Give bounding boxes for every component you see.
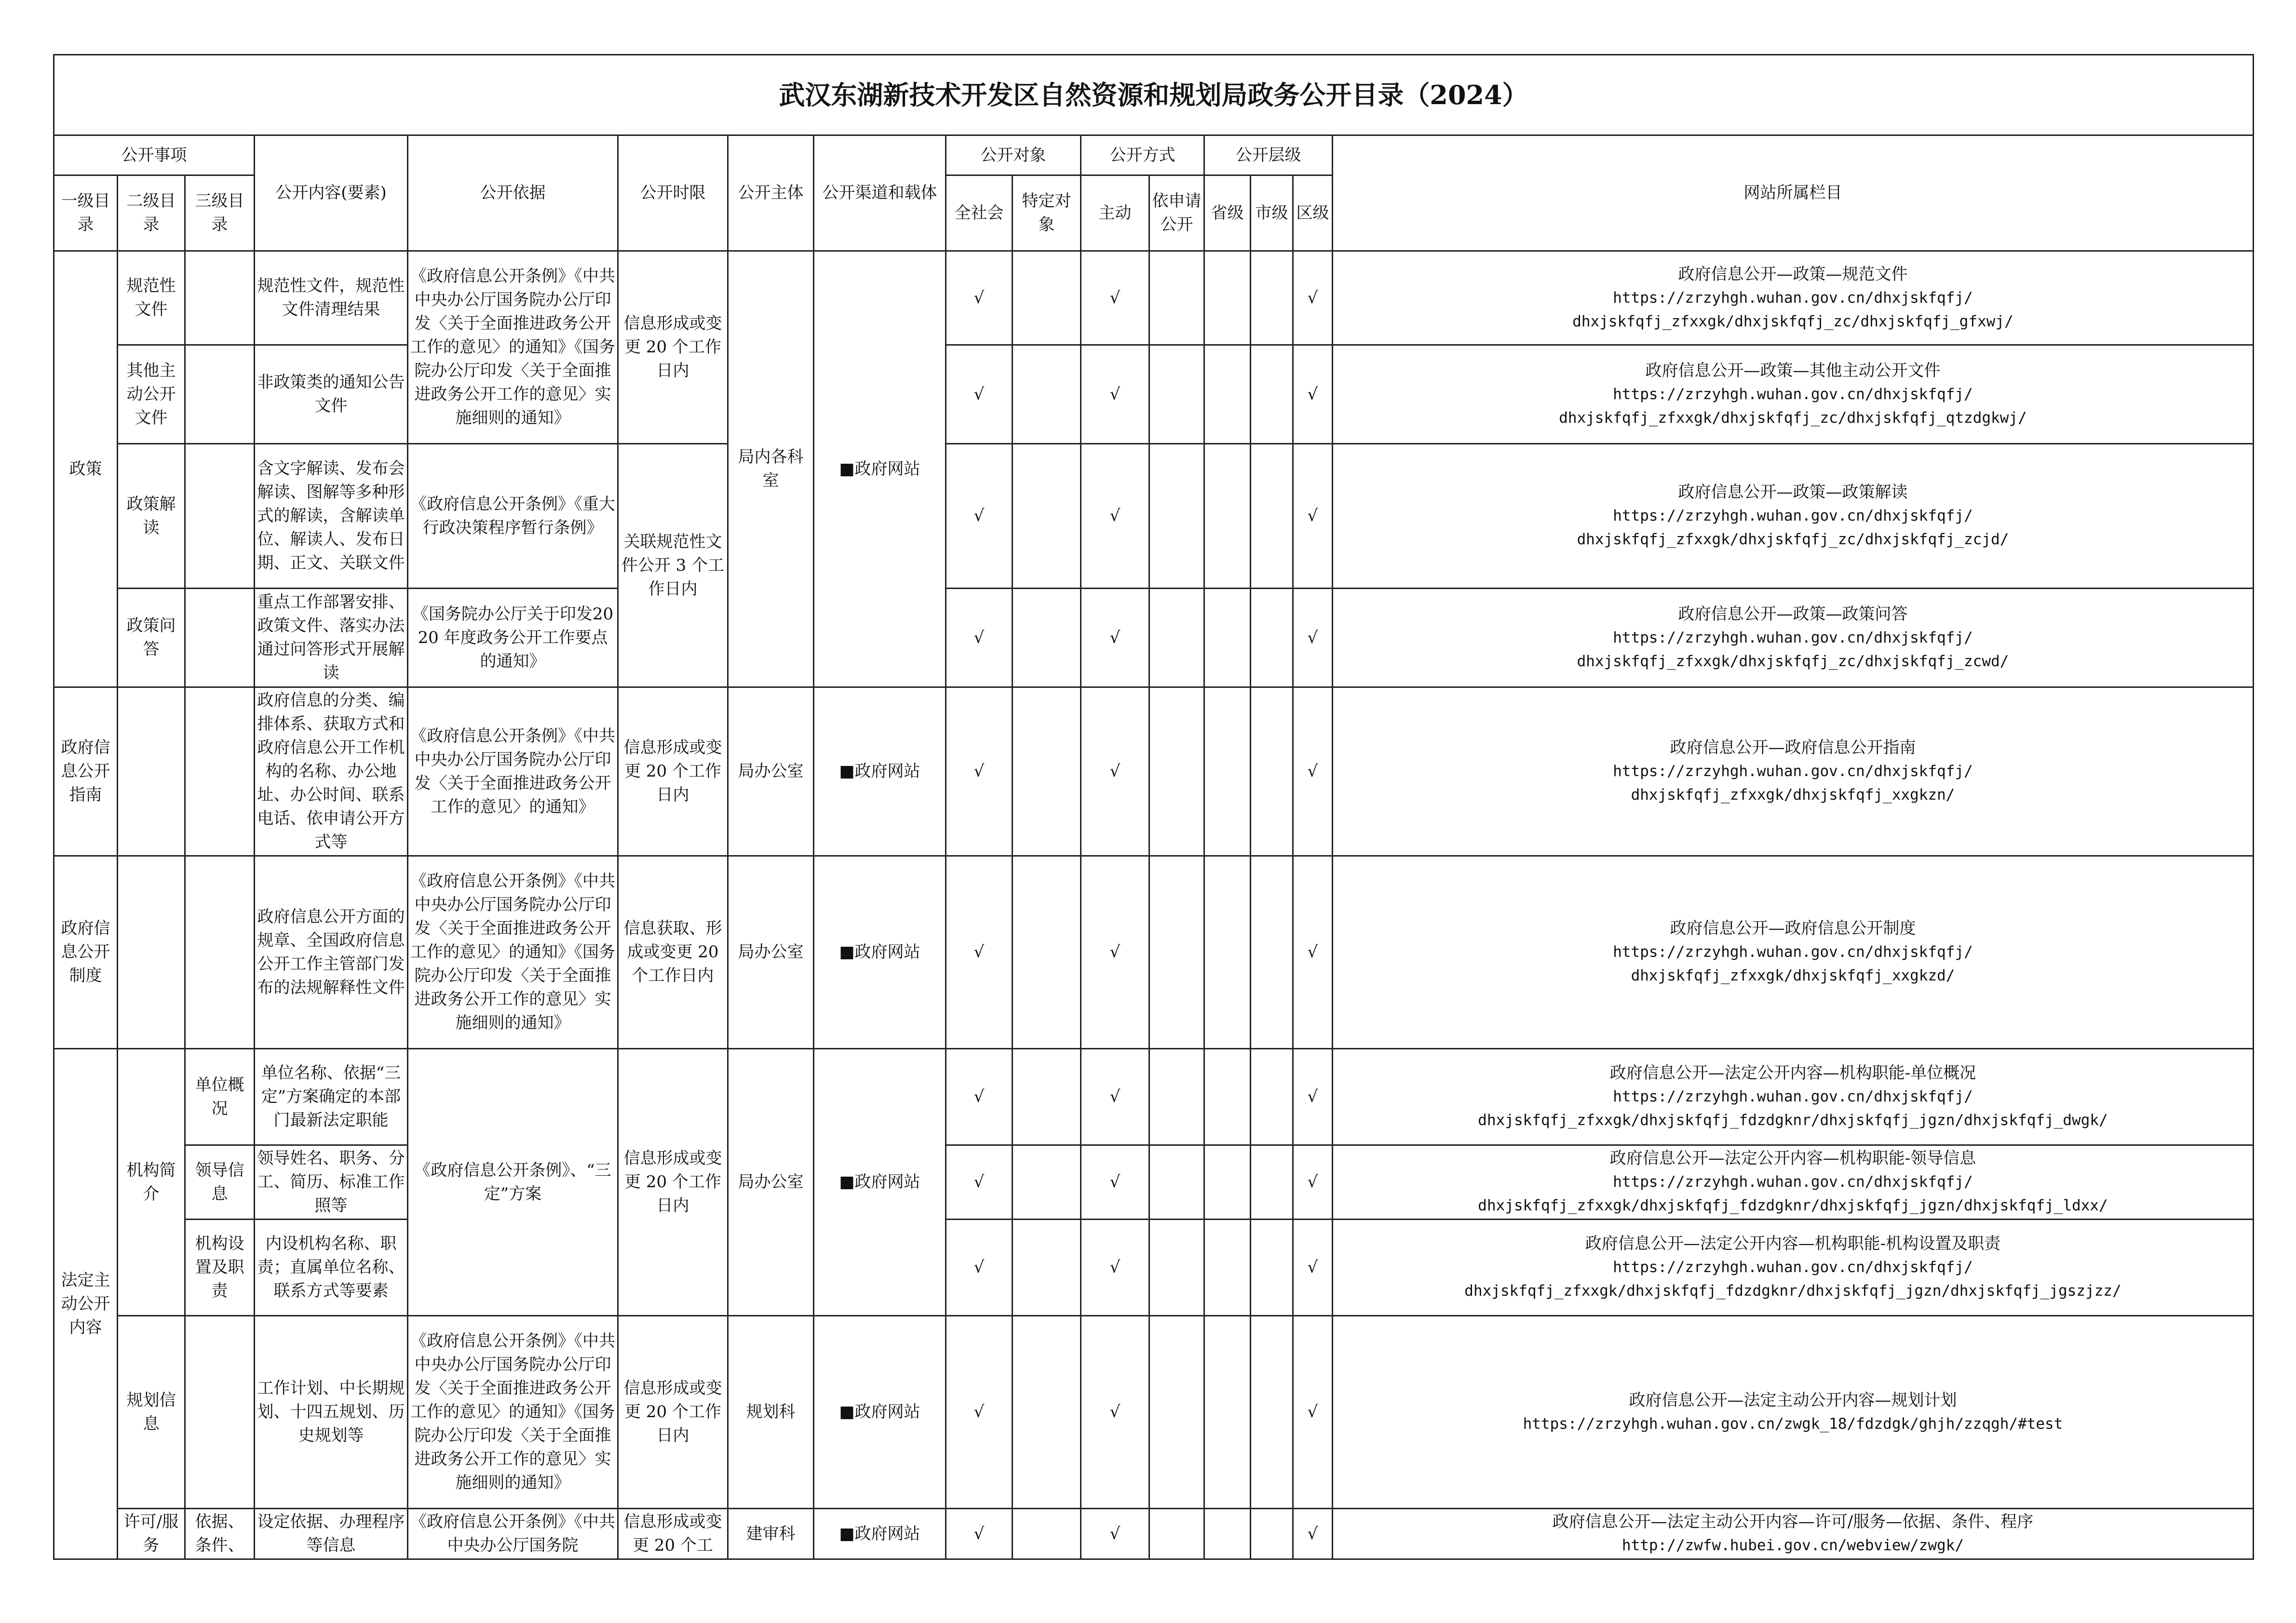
header-district: 区级 [1293,175,1333,251]
column-name: 政府信息公开—政府信息公开指南 [1670,738,1916,757]
cell-time: 信息形成或变更 20 个工作日内 [618,1049,728,1316]
check-apply [1149,1316,1204,1509]
header-items: 公开事项 [54,135,255,175]
column-name: 政府信息公开—政策—其他主动公开文件 [1645,361,1941,380]
check-province [1204,1049,1251,1145]
cell-basis: 《政府信息公开条例》《重大行政决策程序暂行条例》 [408,444,618,589]
check-public: √ [946,589,1013,687]
cell-content: 政府信息的分类、编排体系、获取方式和政府信息公开工作机构的名称、办公地址、办公时间、联系电话、依申请公开方式等 [255,687,408,856]
column-url[interactable]: https://zrzyhgh.wuhan.gov.cn/dhxjskfqfj/ [1613,763,1973,780]
check-district: √ [1293,1316,1333,1509]
check-active: √ [1081,1316,1149,1509]
column-url[interactable]: https://zrzyhgh.wuhan.gov.cn/dhxjskfqfj/ [1613,289,1973,307]
cell-level3 [185,345,255,444]
check-district: √ [1293,251,1333,345]
page-title: 武汉东湖新技术开发区自然资源和规划局政务公开目录（2024） [54,55,2254,135]
header-city: 市级 [1251,175,1293,251]
check-city [1251,251,1293,345]
catalog-document [53,54,2254,1560]
check-apply [1149,856,1204,1049]
cell-basis: 《国务院办公厅关于印发2020 年度政务公开工作要点的通知》 [408,589,618,687]
cell-level2: 规划信息 [118,1316,185,1509]
header-channel: 公开渠道和载体 [814,135,946,251]
cell-basis: 《政府信息公开条例》《中共中央办公厅国务院办公厅印发〈关于全面推进政务公开工作的意见〉的通知》 [408,687,618,856]
table-row [54,444,2254,589]
header-object: 公开对象 [946,135,1081,175]
table-row [54,589,2254,687]
cell-level2: 政策问答 [118,589,185,687]
column-url[interactable]: https://zrzyhgh.wuhan.gov.cn/dhxjskfqfj/ [1613,943,1973,961]
cell-time: 信息形成或变更 20 个工作日内 [618,687,728,856]
header-level2: 二级目录 [118,175,185,251]
cell-level2: 政策解读 [118,444,185,589]
column-url-cont[interactable]: dhxjskfqfj_zfxxgk/dhxjskfqfj_fdzdgknr/dhxjskfqfj_jgzn/dhxjskfqfj_ldxx/ [1478,1197,2108,1214]
cell-basis: 《政府信息公开条例》《中共中央办公厅国务院办公厅印发〈关于全面推进政务公开工作的意见〉的通知》《国务院办公厅印发〈关于全面推进政务公开工作的意见〉实施细则的通知》 [408,1316,618,1509]
check-active: √ [1081,345,1149,444]
cell-basis: 《政府信息公开条例》《中共中央办公厅国务院办公厅印发〈关于全面推进政务公开工作的意见〉的通知》《国务院办公厅印发〈关于全面推进政务公开工作的意见〉实施细则的通知》 [408,856,618,1049]
header-level1: 一级目录 [54,175,118,251]
column-url-cont[interactable]: dhxjskfqfj_zfxxgk/dhxjskfqfj_zc/dhxjskfqfj_zcjd/ [1577,531,2009,548]
column-name: 政府信息公开—政策—规范文件 [1678,264,1908,284]
check-province [1204,251,1251,345]
cell-channel: ■政府网站 [814,1509,946,1559]
cell-level3 [185,251,255,345]
check-province [1204,345,1251,444]
column-name: 政府信息公开—法定主动公开内容—规划计划 [1629,1390,1957,1410]
column-name: 政府信息公开—政策—政策解读 [1678,483,1908,502]
cell-time: 信息形成或变更 20 个工作日内 [618,251,728,444]
cell-column [1333,251,2254,345]
cell-subject: 规划科 [728,1316,814,1509]
check-province [1204,1220,1251,1316]
header-basis: 公开依据 [408,135,618,251]
check-specific [1013,1509,1081,1559]
column-url-cont[interactable]: dhxjskfqfj_zfxxgk/dhxjskfqfj_zc/dhxjskfqfj_gfxwj/ [1572,312,2013,330]
column-name: 政府信息公开—法定公开内容—机构职能-机构设置及职责 [1585,1234,2001,1253]
check-active: √ [1081,1145,1149,1220]
check-active: √ [1081,856,1149,1049]
cell-content: 单位名称、依据“三定”方案确定的本部门最新法定职能 [255,1049,408,1145]
column-url[interactable]: https://zrzyhgh.wuhan.gov.cn/dhxjskfqfj/ [1613,1173,1973,1191]
cell-column [1333,1145,2254,1220]
check-district: √ [1293,856,1333,1049]
cell-column [1333,589,2254,687]
column-url-cont[interactable]: dhxjskfqfj_zfxxgk/dhxjskfqfj_zc/dhxjskfqfj_zcwd/ [1577,652,2009,670]
header-province: 省级 [1204,175,1251,251]
cell-subject: 局内各科室 [728,251,814,687]
check-apply [1149,589,1204,687]
check-district: √ [1293,1220,1333,1316]
check-city [1251,1220,1293,1316]
check-specific [1013,444,1081,589]
cell-level3: 领导信息 [185,1145,255,1220]
table-row [54,251,2254,345]
check-city [1251,1145,1293,1220]
column-url[interactable]: https://zrzyhgh.wuhan.gov.cn/dhxjskfqfj/ [1613,629,1973,646]
column-url[interactable]: https://zrzyhgh.wuhan.gov.cn/zwgk_18/fdzdgk/ghjh/zzqgh/#test [1523,1415,2063,1433]
cell-channel: ■政府网站 [814,856,946,1049]
check-specific [1013,1049,1081,1145]
column-name: 政府信息公开—政策—政策问答 [1678,604,1908,624]
check-public: √ [946,1220,1013,1316]
check-specific [1013,1316,1081,1509]
table-row [54,1509,2254,1559]
header-level: 公开层级 [1204,135,1333,175]
cell-level2: 许可/服务 [118,1509,185,1559]
column-url[interactable]: https://zrzyhgh.wuhan.gov.cn/dhxjskfqfj/ [1613,1088,1973,1105]
header-time: 公开时限 [618,135,728,251]
cell-column [1333,1220,2254,1316]
cell-level3 [185,444,255,589]
cell-subject: 局办公室 [728,1049,814,1316]
cell-level2 [118,856,185,1049]
table-row [54,856,2254,1049]
table-row [54,687,2254,856]
cell-content: 领导姓名、职务、分工、简历、标准工作照等 [255,1145,408,1220]
check-public: √ [946,444,1013,589]
cell-level2: 规范性文件 [118,251,185,345]
cell-column [1333,687,2254,856]
check-public: √ [946,1316,1013,1509]
check-public: √ [946,687,1013,856]
check-specific [1013,251,1081,345]
check-province [1204,589,1251,687]
cell-time: 信息形成或变更 20 个工 [618,1509,728,1559]
column-name: 政府信息公开—法定公开内容—机构职能-单位概况 [1609,1063,1976,1083]
cell-content: 重点工作部署安排、政策文件、落实办法通过问答形式开展解读 [255,589,408,687]
check-specific [1013,856,1081,1049]
cell-subject: 局办公室 [728,856,814,1049]
column-url-cont[interactable]: dhxjskfqfj_zfxxgk/dhxjskfqfj_xxgkzn/ [1631,786,1955,804]
cell-level1: 政府信息公开制度 [54,856,118,1049]
cell-channel: ■政府网站 [814,1049,946,1316]
check-district: √ [1293,1145,1333,1220]
cell-level2 [118,687,185,856]
header-apply: 依申请公开 [1149,175,1204,251]
check-district: √ [1293,1509,1333,1559]
check-district: √ [1293,345,1333,444]
check-city [1251,345,1293,444]
check-active: √ [1081,1509,1149,1559]
check-city [1251,1509,1293,1559]
table-row [54,1316,2254,1509]
check-public: √ [946,1049,1013,1145]
check-apply [1149,251,1204,345]
cell-level3 [185,1316,255,1509]
check-province [1204,856,1251,1049]
header-content: 公开内容(要素) [255,135,408,251]
cell-level3: 单位概况 [185,1049,255,1145]
cell-content: 含文字解读、发布会解读、图解等多种形式的解读，含解读单位、解读人、发布日期、正文、关联文件 [255,444,408,589]
check-province [1204,1509,1251,1559]
check-province [1204,1145,1251,1220]
check-apply [1149,444,1204,589]
table-row [54,1220,2254,1316]
check-province [1204,444,1251,589]
cell-subject: 局办公室 [728,687,814,856]
cell-column [1333,444,2254,589]
column-name: 政府信息公开—政府信息公开制度 [1670,919,1916,938]
cell-channel: ■政府网站 [814,251,946,687]
check-specific [1013,345,1081,444]
header-subject: 公开主体 [728,135,814,251]
cell-column [1333,1316,2254,1509]
cell-basis: 《政府信息公开条例》、“三定”方案 [408,1049,618,1316]
cell-content: 非政策类的通知公告文件 [255,345,408,444]
header-column: 网站所属栏目 [1333,135,2254,251]
check-public: √ [946,251,1013,345]
header-specific: 特定对象 [1013,175,1081,251]
check-province [1204,687,1251,856]
cell-level1: 法定主动公开内容 [54,1049,118,1559]
table-row [54,1049,2254,1145]
cell-content: 规范性文件，规范性文件清理结果 [255,251,408,345]
check-active: √ [1081,1049,1149,1145]
cell-level1: 政府信息公开指南 [54,687,118,856]
column-url[interactable]: http://zwfw.hubei.gov.cn/webview/zwgk/ [1621,1537,1964,1554]
check-apply [1149,1145,1204,1220]
check-public: √ [946,345,1013,444]
check-public: √ [946,1509,1013,1559]
check-active: √ [1081,444,1149,589]
check-active: √ [1081,1220,1149,1316]
column-url-cont[interactable]: dhxjskfqfj_zfxxgk/dhxjskfqfj_zc/dhxjskfqfj_qtzdgkwj/ [1559,409,2027,427]
catalog-table [53,54,2254,1560]
cell-time: 信息获取、形成或变更 20 个工作日内 [618,856,728,1049]
cell-level1: 政策 [54,251,118,687]
check-district: √ [1293,687,1333,856]
check-specific [1013,589,1081,687]
column-url-cont[interactable]: dhxjskfqfj_zfxxgk/dhxjskfqfj_fdzdgknr/dhxjskfqfj_jgzn/dhxjskfqfj_jgszjzz/ [1464,1282,2121,1300]
table-row [54,1145,2254,1220]
check-city [1251,687,1293,856]
check-district: √ [1293,589,1333,687]
cell-column [1333,1049,2254,1145]
check-apply [1149,1220,1204,1316]
cell-channel: ■政府网站 [814,1316,946,1509]
check-district: √ [1293,444,1333,589]
cell-content: 设定依据、办理程序等信息 [255,1509,408,1559]
cell-content: 内设机构名称、职责；直属单位名称、联系方式等要素 [255,1220,408,1316]
column-name: 政府信息公开—法定主动公开内容—许可/服务—依据、条件、程序 [1552,1512,2034,1531]
cell-time: 信息形成或变更 20 个工作日内 [618,1316,728,1509]
check-province [1204,1316,1251,1509]
cell-level3 [185,687,255,856]
cell-column [1333,345,2254,444]
check-apply [1149,1509,1204,1559]
header-level3: 三级目录 [185,175,255,251]
cell-level3: 机构设置及职责 [185,1220,255,1316]
check-city [1251,444,1293,589]
cell-subject: 建审科 [728,1509,814,1559]
check-specific [1013,1220,1081,1316]
cell-content: 政府信息公开方面的规章、全国政府信息公开工作主管部门发布的法规解释性文件 [255,856,408,1049]
cell-channel: ■政府网站 [814,687,946,856]
cell-level3 [185,589,255,687]
cell-column [1333,856,2254,1049]
check-city [1251,1049,1293,1145]
cell-column [1333,1509,2254,1559]
column-url[interactable]: https://zrzyhgh.wuhan.gov.cn/dhxjskfqfj/ [1613,385,1973,403]
check-city [1251,856,1293,1049]
cell-time: 关联规范性文件公开 3 个工作日内 [618,444,728,687]
check-apply [1149,687,1204,856]
column-url[interactable]: https://zrzyhgh.wuhan.gov.cn/dhxjskfqfj/ [1613,1259,1973,1276]
cell-basis: 《政府信息公开条例》《中共中央办公厅国务院办公厅印发〈关于全面推进政务公开工作的意见〉的通知》《国务院办公厅印发〈关于全面推进政务公开工作的意见〉实施细则的通知》 [408,251,618,444]
check-city [1251,1316,1293,1509]
check-apply [1149,1049,1204,1145]
check-active: √ [1081,251,1149,345]
header-public: 全社会 [946,175,1013,251]
check-specific [1013,1145,1081,1220]
cell-level3: 依据、条件、 [185,1509,255,1559]
check-public: √ [946,856,1013,1049]
cell-level2: 机构简介 [118,1049,185,1316]
cell-content: 工作计划、中长期规划、十四五规划、历史规划等 [255,1316,408,1509]
check-active: √ [1081,589,1149,687]
table-row [54,345,2254,444]
check-district: √ [1293,1049,1333,1145]
check-apply [1149,345,1204,444]
column-url-cont[interactable]: dhxjskfqfj_zfxxgk/dhxjskfqfj_fdzdgknr/dhxjskfqfj_jgzn/dhxjskfqfj_dwgk/ [1478,1112,2108,1129]
check-public: √ [946,1145,1013,1220]
header-active: 主动 [1081,175,1149,251]
check-city [1251,589,1293,687]
check-active: √ [1081,687,1149,856]
cell-level2: 其他主动公开文件 [118,345,185,444]
column-url[interactable]: https://zrzyhgh.wuhan.gov.cn/dhxjskfqfj/ [1613,507,1973,524]
cell-basis: 《政府信息公开条例》《中共中央办公厅国务院 [408,1509,618,1559]
header-method: 公开方式 [1081,135,1204,175]
cell-level3 [185,856,255,1049]
column-url-cont[interactable]: dhxjskfqfj_zfxxgk/dhxjskfqfj_xxgkzd/ [1631,967,1955,984]
column-name: 政府信息公开—法定公开内容—机构职能-领导信息 [1609,1149,1976,1168]
check-specific [1013,687,1081,856]
